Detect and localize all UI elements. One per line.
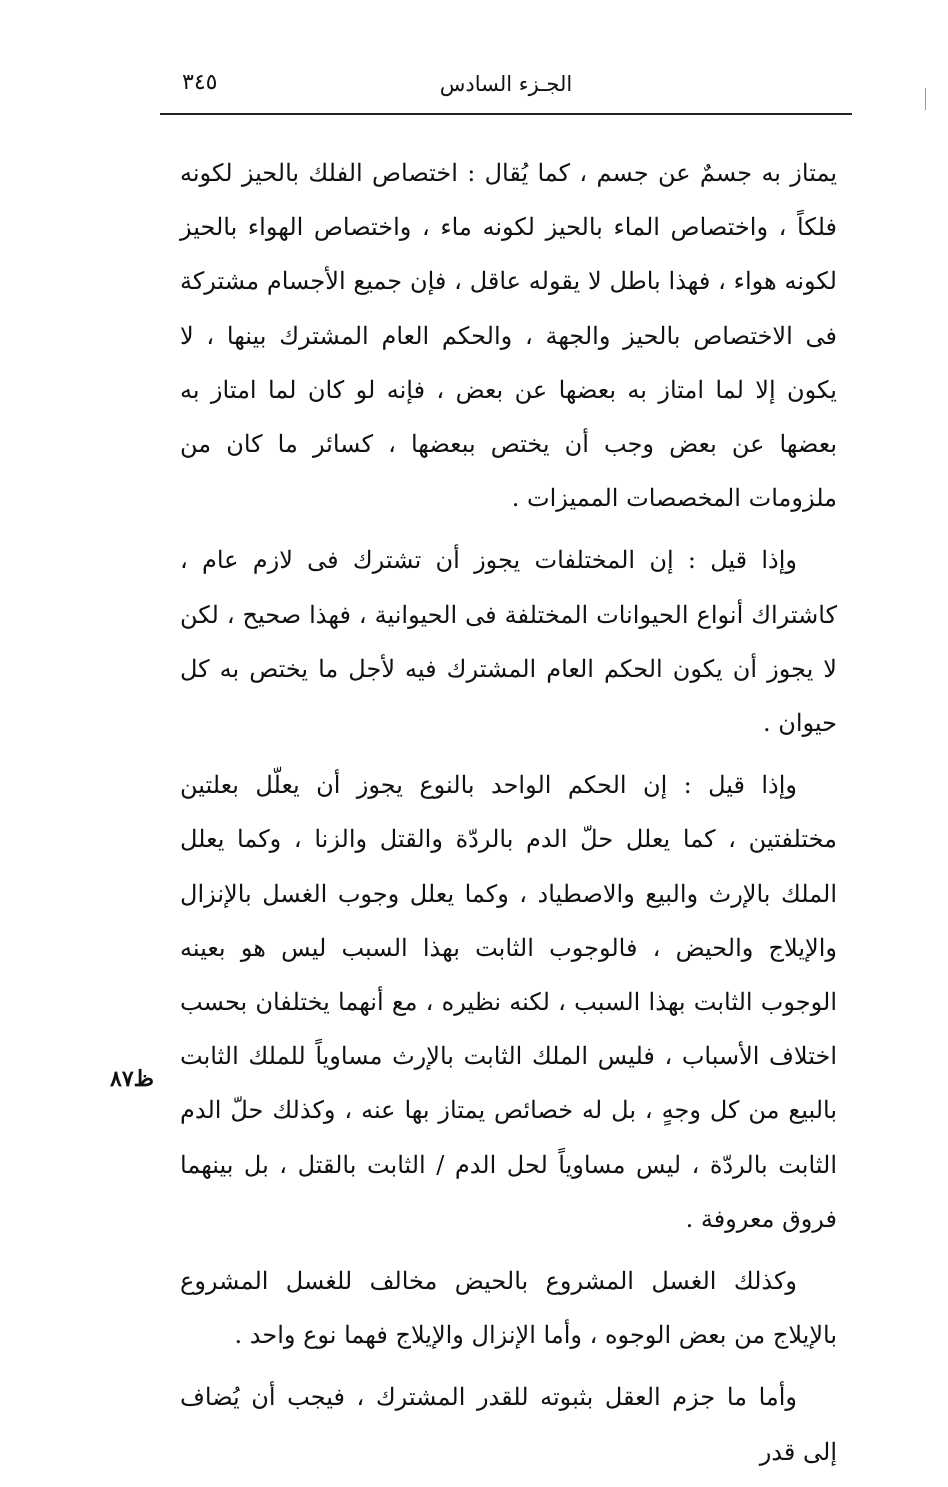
- paragraph-2: وإذا قيل : إن المختلفات يجوز أن تشترك فى لازم عام ، كاشتراك أنواع الحيوانات المختلفة فى الحيوانية ، فهذا صحيح ، لكن لا يجوز أن يكون الحكم العام المشترك فيه لأجل ما يختص به كل حيوان .: [180, 546, 837, 738]
- header-rule: [160, 113, 852, 115]
- page-edge-mark: [925, 88, 926, 110]
- running-title: الجـزء السادس: [439, 72, 573, 96]
- paragraph-5: وأما ما جزم العقل بثبوته للقدر المشترك ، فيجب أن يُضاف إلى قدر: [180, 1383, 837, 1466]
- page-number: ٣٤٥: [182, 70, 218, 95]
- body-text: [180, 146, 837, 1487]
- paragraph-1: يمتاز به جسمٌ عن جسم ، كما يُقال : اختصاص الفلك بالحيز لكونه فلكاً ، واختصاص الماء بالحيز لكونه ماء ، واختصاص الهواء بالحيز لكونه هواء ، فهذا باطل لا يقوله عاقل ، فإن جميع الأجسام مشتركة فى الاختصاص بالحيز والجهة ، والحكم العام المشترك بينها ، لا يكون إلا لما امتاز به بعضها عن بعض ، فإنه لو كان لما امتاز به بعضها عن بعض وجب أن يختص ببعضها ، كسائر ما كان من ملزومات المخصصات المميزات .: [180, 159, 837, 513]
- manuscript-folio-marker: ظ٨٧: [110, 1066, 154, 1092]
- paragraph-4: وكذلك الغسل المشروع بالحيض مخالف للغسل المشروع بالإيلاج من بعض الوجوه ، وأما الإنزال والإيلاج فهما نوع واحد .: [180, 1267, 837, 1350]
- paragraph-3: وإذا قيل : إن الحكم الواحد بالنوع يجوز أن يعلّل بعلتين مختلفتين ، كما يعلل حلّ الدم بالردّة والقتل والزنا ، وكما يعلل الملك بالإرث والبيع والاصطياد ، وكما يعلل وجوب الغسل بالإنزال والإيلاج والحيض ، فالوجوب الثابت بهذا السبب ليس هو بعينه الوجوب الثابت بهذا السبب ، لكنه نظيره ، مع أنهما يختلفان بحسب اختلاف الأسباب ، فليس الملك الثابت بالإرث مساوياً للملك الثابت بالبيع من كل وجهٍ ، بل له خصائص يمتاز بها عنه ، وكذلك حلّ الدم الثابت بالردّة ، ليس مساوياً لحل الدم / الثابت بالقتل ، بل بينهما فروق معروفة .: [180, 771, 837, 1233]
- page-header: [160, 66, 852, 110]
